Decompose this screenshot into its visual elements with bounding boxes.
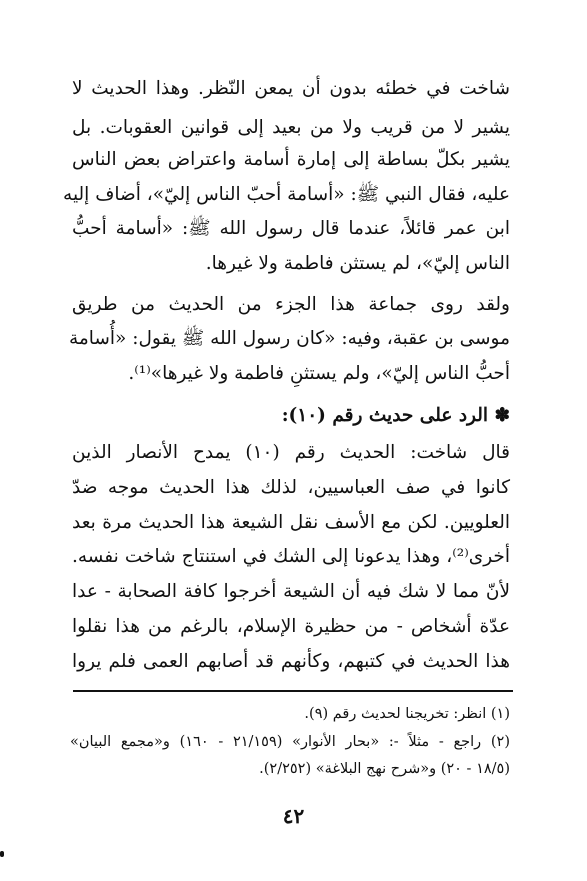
text-line: أخرى⁽²⁾، وهذا يدعونا إلى الشك في استنتاج شاخت نفسه. — [72, 546, 510, 567]
text-line: ابن عمر قائلاً، عندما قال رسول الله ﷺ: «أسامة أحبُّ — [72, 218, 510, 239]
text-line: أحبُّ الناس إليّ»، ولم يستثنِ فاطمة ولا غيرها»⁽¹⁾. — [128, 363, 510, 384]
text-line: يشير لا من قريب ولا من بعيد إلى قوانين العقوبات. بل — [72, 117, 510, 138]
section-heading: ✽ الرد على حديث رقم (١٠): — [281, 405, 510, 426]
text-line: يشير بكلّ بساطة إلى إمارة أسامة واعتراض بعض الناس — [72, 149, 510, 170]
footnote: (١٨/٥ - ٢٠) و«شرح نهج البلاغة» (٢/٢٥٢). — [259, 761, 510, 777]
page-number: ٤٢ — [282, 804, 305, 828]
text-line: عليه، فقال النبي ﷺ: «أسامة أحبّ الناس إليّ»، أضاف إليه — [63, 184, 510, 205]
footnote: (٢) راجع - مثلاً -: «بحار الأنوار» (٢١/١٥٩ - ١٦٠) و«مجمع البيان» — [70, 734, 510, 750]
text-line: الناس إليّ»، لم يستثن فاطمة ولا غيرها. — [205, 253, 510, 274]
footnote: (١) انظر: تخريجنا لحديث رقم (٩). — [304, 706, 510, 722]
text-line: عدّة أشخاص - من حظيرة الإسلام، بالرغم من هذا نقلوا — [72, 616, 510, 637]
text-line: ولقد روى جماعة هذا الجزء من الحديث من طريق — [72, 294, 510, 315]
scan-mark — [0, 851, 4, 857]
text-line: قال شاخت: الحديث رقم (١٠) يمدح الأنصار الذين — [72, 442, 511, 463]
footnote-separator — [73, 690, 513, 692]
text-line: شاخت في خطئه بدون أن يمعن النّظر. وهذا الحديث لا — [72, 78, 510, 99]
text-line: موسى بن عقبة، وفيه: «كان رسول الله ﷺ يقول: «أُسامة — [68, 328, 510, 349]
text-line: لأنّ مما لا شك فيه أن الشيعة أخرجوا كافة الصحابة - عدا — [72, 581, 510, 602]
text-line: كانوا في صف العباسيين، لذلك هذا الحديث موجه ضدّ — [72, 477, 510, 498]
text-line: هذا الحديث في كتبهم، وكأنهم قد أصابهم العمى فلم يروا — [72, 651, 510, 672]
text-line: العلويين. لكن مع الأسف نقل الشيعة هذا الحديث مرة بعد — [72, 512, 510, 533]
